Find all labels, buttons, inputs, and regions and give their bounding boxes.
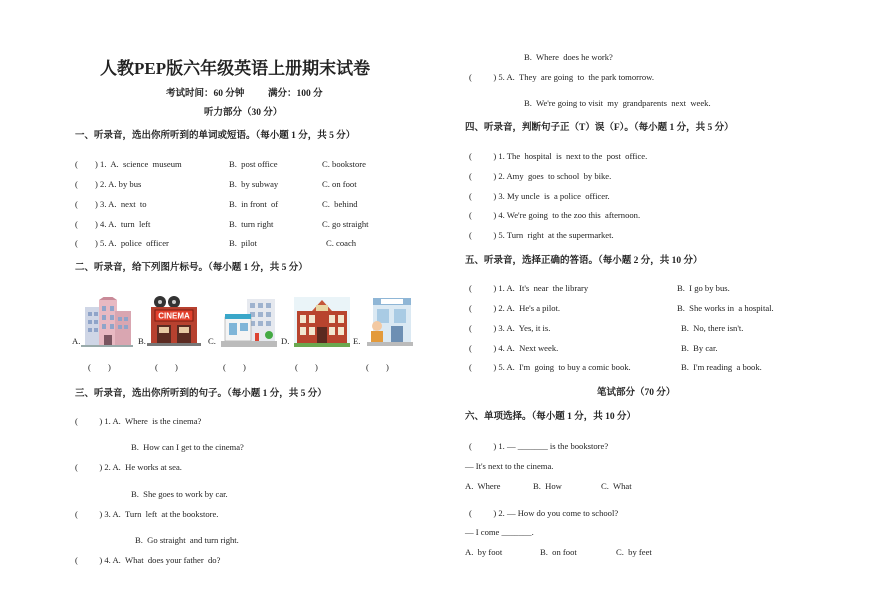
museum-building-picture <box>294 297 350 347</box>
s1-q3-b: B. in front of <box>229 199 279 209</box>
picture-bracket-1[interactable]: ( ) <box>88 362 111 372</box>
s3-q4-b: B. Where does he work? <box>524 52 613 62</box>
s5-q5-b: B. I'm reading a book. <box>681 362 762 372</box>
s5-q3-a: ( ) 3. A. Yes, it is. <box>469 323 551 333</box>
picture-bracket-2[interactable]: ( ) <box>155 362 178 372</box>
s4-q1: ( ) 1. The hospital is next to the post office. <box>469 151 648 161</box>
cinema-sign-text: CINEMA <box>158 311 190 321</box>
s5-q2-a: ( ) 2. A. He's a pilot. <box>469 303 561 313</box>
s5-q1-a: ( ) 1. A. It's near the library <box>469 283 589 293</box>
picture-label-c: C. <box>208 336 216 346</box>
s1-q1-b: B. post office <box>229 159 278 169</box>
shop-with-person-picture <box>367 296 413 346</box>
s1-q3-c: C. behind <box>322 199 358 209</box>
s3-q5-a: ( ) 5. A. They are going to the park tomorrow. <box>469 72 654 82</box>
post-office-picture <box>221 297 277 347</box>
listening-part-heading: 听力部分（30 分） <box>204 108 283 118</box>
s4-q3: ( ) 3. My uncle is a police officer. <box>469 191 610 201</box>
s1-q1: ( ) 1. A. science museum <box>75 159 182 169</box>
s6-q2: ( ) 2. — How do you come to school? <box>469 508 619 518</box>
s1-q2-c: C. on foot <box>322 179 357 189</box>
written-part-heading: 笔试部分（70 分） <box>597 388 676 398</box>
s5-q5-a: ( ) 5. A. I'm going to buy a comic book. <box>469 362 631 372</box>
s4-q2: ( ) 2. Amy goes to school by bike. <box>469 171 612 181</box>
s4-q4: ( ) 4. We're going to the zoo this afternoon. <box>469 210 641 220</box>
s3-q3-a: ( ) 3. A. Turn left at the bookstore. <box>75 509 219 519</box>
picture-label-b: B. <box>138 336 146 346</box>
picture-bracket-5[interactable]: ( ) <box>366 362 389 372</box>
s6-q1-option-a: A. Where <box>465 481 501 491</box>
section-6-title: 六、单项选择。（每小题 1 分，共 10 分） <box>465 412 637 422</box>
s6-q2-option-c: C. by feet <box>616 547 652 557</box>
s6-q2-dialog: — I come _______. <box>465 527 534 537</box>
s6-q1-option-b: B. How <box>533 481 562 491</box>
s3-q2-a: ( ) 2. A. He works at sea. <box>75 462 182 472</box>
section-4-title: 四、听录音，判断句子正（T）误（F）。（每小题 1 分，共 5 分） <box>465 123 734 133</box>
s5-q3-b: B. No, there isn't. <box>681 323 744 333</box>
picture-label-e: E. <box>353 336 361 346</box>
s5-q1-b: B. I go by bus. <box>677 283 730 293</box>
exam-time: 考试时间：60 分钟 <box>166 89 245 99</box>
s1-q5-b: B. pilot <box>229 238 257 248</box>
picture-label-a: A. <box>72 336 81 346</box>
s6-q1-dialog: — It's next to the cinema. <box>465 461 554 471</box>
s1-q4-b: B. turn right <box>229 219 274 229</box>
s1-q5-c: C. coach <box>326 238 357 248</box>
picture-bracket-3[interactable]: ( ) <box>223 362 246 372</box>
s1-q4-c: C. go straight <box>322 219 369 229</box>
s1-q5: ( ) 5. A. police officer <box>75 238 169 248</box>
s5-q4-b: B. By car. <box>681 343 718 353</box>
s5-q4-a: ( ) 4. A. Next week. <box>469 343 559 353</box>
page-title: 人教PEP版六年级英语上册期末试卷 <box>100 59 371 78</box>
section-1-title: 一、听录音，选出你所听到的单词或短语。（每小题 1 分，共 5 分） <box>75 131 356 141</box>
s3-q2-b: B. She goes to work by car. <box>131 489 228 499</box>
s3-q5-b: B. We're going to visit my grandparents next week. <box>524 98 711 108</box>
section-2-title: 二、听录音，给下列图片标号。（每小题 1 分，共 5 分） <box>75 263 308 273</box>
cinema-building-picture <box>147 296 201 346</box>
hospital-building-picture <box>81 297 133 347</box>
s4-q5: ( ) 5. Turn right at the supermarket. <box>469 230 614 240</box>
s6-q1: ( ) 1. — _______ is the bookstore? <box>469 441 609 451</box>
s6-q2-option-a: A. by foot <box>465 547 503 557</box>
section-3-title: 三、听录音，选出你所听到的句子。（每小题 1 分，共 5 分） <box>75 389 327 399</box>
s3-q1-b: B. How can I get to the cinema? <box>131 442 244 452</box>
s3-q4-a: ( ) 4. A. What does your father do? <box>75 555 221 565</box>
picture-label-d: D. <box>281 336 290 346</box>
picture-bracket-4[interactable]: ( ) <box>295 362 318 372</box>
s1-q2: ( ) 2. A. by bus <box>75 179 142 189</box>
s1-q1-c: C. bookstore <box>322 159 366 169</box>
full-score: 满分：100 分 <box>268 89 323 99</box>
s3-q3-b: B. Go straight and turn right. <box>135 535 239 545</box>
s6-q1-option-c: C. What <box>601 481 632 491</box>
section-5-title: 五、听录音，选择正确的答语。（每小题 2 分，共 10 分） <box>465 256 703 266</box>
s1-q3: ( ) 3. A. next to <box>75 199 147 209</box>
s1-q4: ( ) 4. A. turn left <box>75 219 151 229</box>
s5-q2-b: B. She works in a hospital. <box>677 303 774 313</box>
s3-q1-a: ( ) 1. A. Where is the cinema? <box>75 416 202 426</box>
s6-q2-option-b: B. on foot <box>540 547 577 557</box>
s1-q2-b: B. by subway <box>229 179 279 189</box>
